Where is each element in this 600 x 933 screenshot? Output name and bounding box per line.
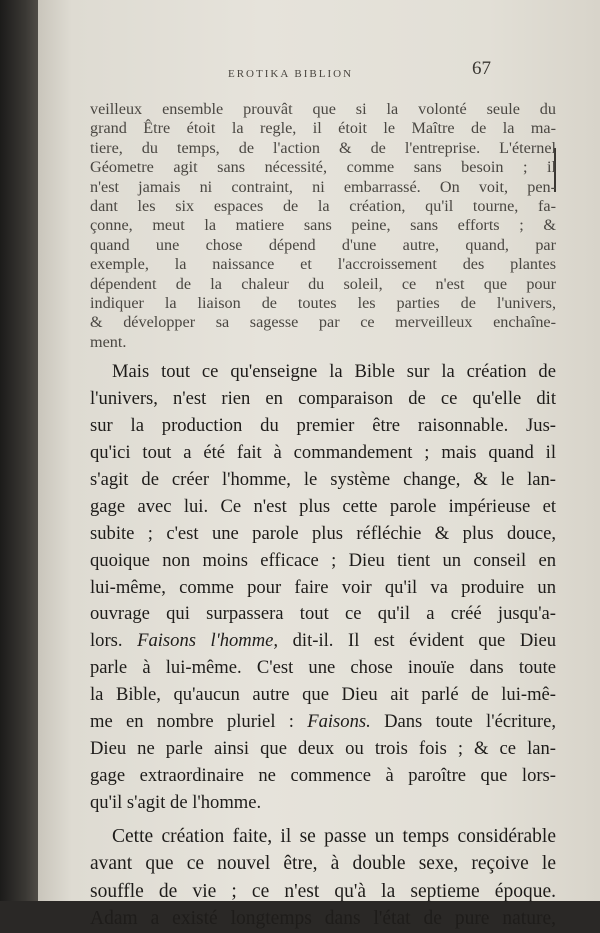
text-line: Mais tout ce qu'enseigne la Bible sur la création de bbox=[112, 361, 556, 383]
italic-phrase: Faisons. bbox=[307, 711, 371, 733]
text-line: tiere, du temps, de l'action & de l'entreprise. L'éternel bbox=[90, 138, 556, 157]
text-line: avant que ce nouvel être, à double sexe, reçoive le bbox=[90, 853, 556, 875]
text-line: la Bible, qu'aucun autre que Dieu ait parlé de lui-mê- bbox=[90, 684, 556, 706]
text-fragment: dit-il. Il est évident que Dieu bbox=[278, 630, 556, 652]
main-paragraphs bbox=[90, 359, 556, 932]
text-line: indiquer la liaison de toutes les parties de l'univers, bbox=[90, 294, 556, 313]
text-line: s'agit de créer l'homme, le système change, & le lan- bbox=[90, 468, 556, 490]
text-line: subite ; c'est une parole plus réfléchie & plus douce, bbox=[90, 522, 556, 544]
text-line: & développer sa sagesse par ce merveilleux enchaîne- bbox=[90, 313, 556, 332]
text-line: parle à lui-même. C'est une chose inouïe dans toute bbox=[90, 657, 556, 679]
text-line: exemple, la naissance et l'accroissement des plantes bbox=[90, 255, 556, 274]
text-line: ment. bbox=[90, 332, 127, 351]
text-line: quand une chose dépend d'une autre, quand, par bbox=[90, 235, 556, 254]
text-line: dant les six espaces de la création, qu'il tourne, fa- bbox=[90, 197, 556, 216]
book-spine-shadow bbox=[0, 0, 42, 901]
text-line: n'est jamais ni contraint, ni embarrassé. On voit, pen- bbox=[90, 177, 556, 196]
text-line: l'univers, n'est rien en comparaison de ce qu'elle dit bbox=[90, 388, 556, 410]
paragraph-1 bbox=[90, 359, 556, 816]
page-number: 67 bbox=[472, 58, 491, 79]
page-text bbox=[90, 100, 556, 933]
text-line: qu'il s'agit de l'homme. bbox=[90, 791, 262, 813]
text-line: qu'ici tout a été fait à commandement ; mais quand il bbox=[90, 442, 556, 463]
book-page bbox=[38, 0, 600, 930]
text-line: grand Être étoit la regle, il étoit le Maître de la ma- bbox=[90, 119, 556, 138]
text-fragment: me en nombre pluriel : bbox=[90, 711, 308, 733]
text-line: Géometre agit sans nécessité, comme sans besoin ; il bbox=[90, 158, 556, 177]
text-line: quoique non moins efficace ; Dieu tient un conseil en bbox=[90, 549, 556, 571]
text-line: veilleux ensemble prouvât que si la volonté seule du bbox=[90, 100, 556, 118]
text-line: Adam a existé longtemps dans l'état de pure nature, bbox=[90, 908, 556, 930]
italic-phrase: Faisons l'homme, bbox=[137, 630, 279, 652]
text-line: lui-même, comme pour faire voir qu'il va produire un bbox=[90, 576, 556, 598]
running-head: EROTIKA BIBLION bbox=[228, 68, 354, 80]
text-line bbox=[90, 709, 556, 736]
text-line: Dieu ne parle ainsi que deux ou trois fois ; & ce lan- bbox=[90, 737, 556, 759]
text-line: gage avec lui. Ce n'est plus cette parole impérieuse et bbox=[90, 495, 556, 517]
text-line: ouvrage qui surpassera tout ce qu'il a créé jusqu'a- bbox=[90, 603, 556, 625]
text-line: Cette création faite, il se passe un temps considérable bbox=[112, 825, 556, 847]
text-fragment: lors. bbox=[90, 630, 138, 652]
text-line: çonne, meut la matiere sans peine, sans efforts ; & bbox=[90, 216, 556, 235]
text-line: souffle de vie ; ce n'est qu'à la septieme époque. bbox=[90, 880, 556, 902]
text-line: dépendent de la chaleur du soleil, ce n'est que pour bbox=[90, 274, 556, 293]
text-line: gage extraordinaire ne commence à paroître que lors- bbox=[90, 764, 556, 786]
text-line: sur la production du premier être raisonnable. Jus- bbox=[90, 415, 556, 437]
text-line bbox=[90, 628, 556, 655]
paragraph-2 bbox=[90, 823, 556, 933]
continued-paragraph bbox=[90, 100, 556, 352]
text-fragment: Dans toute l'écriture, bbox=[370, 711, 556, 733]
